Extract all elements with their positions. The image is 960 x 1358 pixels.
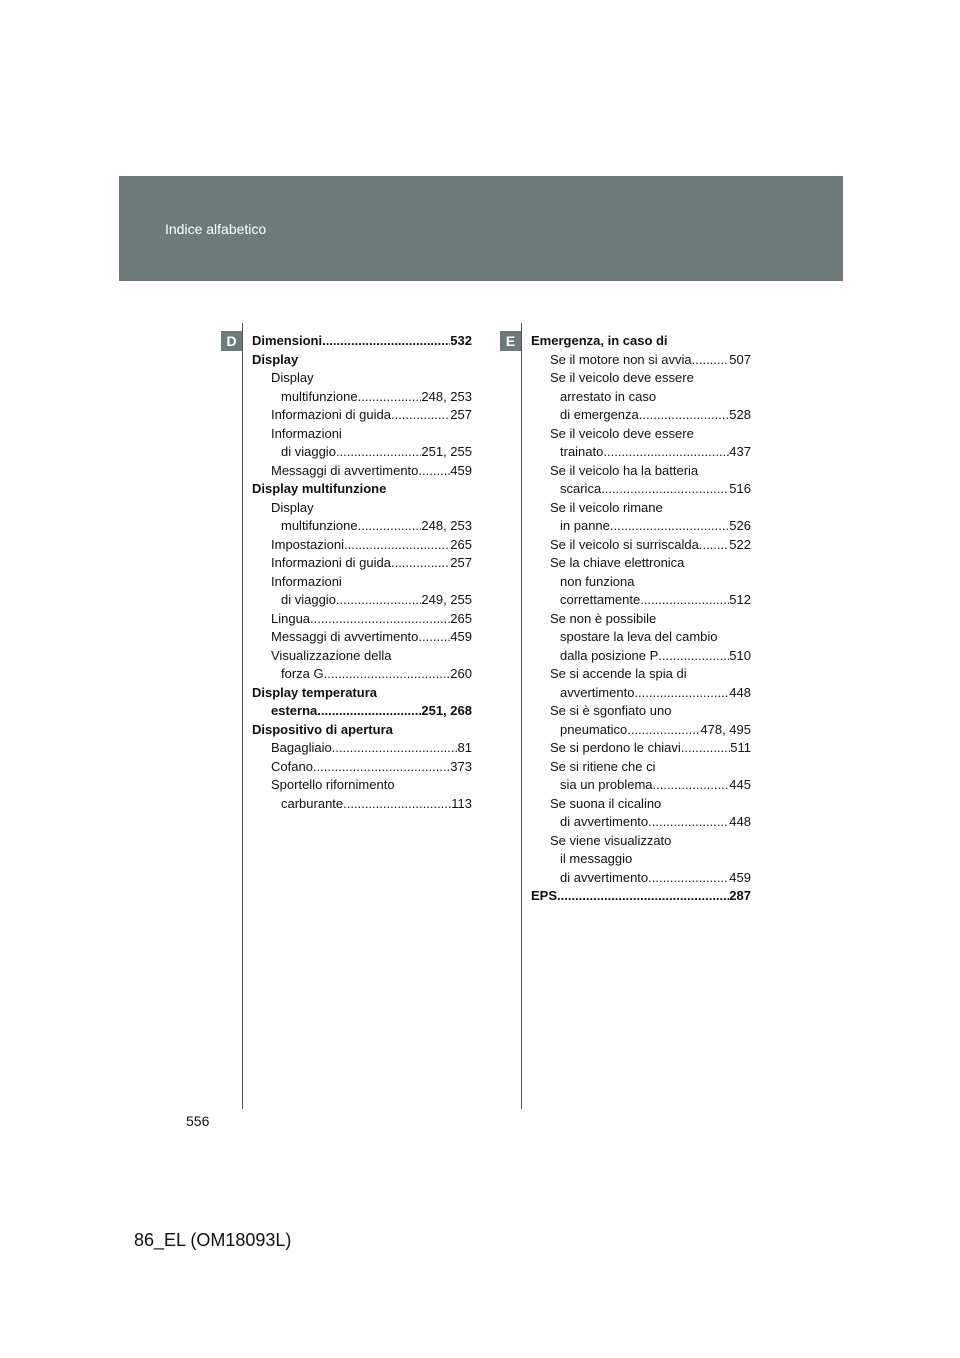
index-entry-page: 528	[729, 407, 751, 422]
page-number: 556	[186, 1113, 210, 1129]
index-entry-text: arrestato in caso	[560, 388, 657, 404]
index-entry	[531, 758, 751, 777]
section-letter-tab-e: E	[500, 331, 521, 351]
index-entry	[531, 351, 751, 370]
dot-leader	[681, 739, 730, 758]
index-entry-text: forza G	[281, 666, 324, 681]
index-entry	[531, 573, 751, 592]
index-entry-page: 510	[729, 647, 751, 663]
index-entry-page: 459	[729, 869, 751, 885]
index-entry	[252, 610, 472, 629]
index-entry-text: Se la chiave elettronica	[550, 555, 685, 570]
index-entry	[531, 610, 751, 629]
index-entry-text: Se suona il cicalino	[550, 795, 662, 811]
dot-leader	[640, 591, 729, 610]
column-divider-left	[242, 323, 243, 1109]
index-entry-text: Display temperatura	[252, 684, 377, 700]
index-entry	[531, 813, 751, 832]
index-entry-text: Se si perdono le chiavi	[550, 740, 681, 755]
index-entry	[531, 462, 751, 481]
dot-leader	[418, 628, 450, 647]
index-entry-page: 437	[729, 444, 751, 459]
index-entry-text: Se il veicolo deve essere	[550, 370, 694, 385]
dot-leader	[310, 610, 450, 629]
dot-leader	[634, 684, 729, 703]
dot-leader	[324, 665, 451, 684]
index-entry	[531, 536, 751, 555]
index-entry-page: 249, 255	[421, 592, 472, 607]
dot-leader	[343, 795, 451, 814]
chapter-title: Indice alfabetico	[165, 221, 267, 237]
dot-leader	[391, 406, 450, 425]
index-entry	[531, 388, 751, 407]
index-entry-text: Se si ritiene che ci	[550, 758, 656, 774]
index-entry-text: Display	[252, 351, 299, 367]
dot-leader	[358, 517, 422, 536]
index-entry-text: multifunzione	[281, 518, 358, 533]
index-entry-page: 265	[450, 536, 472, 552]
index-entry	[252, 702, 472, 721]
index-entry-text: Se il veicolo si surriscalda	[550, 536, 699, 552]
index-entry	[252, 721, 472, 740]
index-entry-text: Emergenza, in caso di	[531, 333, 668, 348]
index-entry	[252, 573, 472, 592]
index-entry-page: 445	[729, 777, 751, 792]
dot-leader	[658, 647, 729, 666]
index-entry-text: Se il motore non si avvia	[550, 351, 692, 367]
index-entry	[531, 739, 751, 758]
index-entry-page: 260	[450, 666, 472, 681]
index-entry	[252, 758, 472, 777]
index-column-d	[252, 332, 472, 813]
index-entry-page: 81	[457, 740, 472, 755]
index-entry-text: Display	[271, 499, 314, 515]
index-entry	[531, 684, 751, 703]
index-entry	[252, 536, 472, 555]
index-entry-page: 507	[729, 351, 751, 367]
index-entry-text: spostare la leva del cambio	[560, 629, 718, 644]
index-entry-text: pneumatico	[560, 721, 628, 737]
index-entry-text: sia un problema	[560, 777, 653, 792]
index-entry-text: il messaggio	[560, 851, 633, 866]
index-entry	[252, 332, 472, 351]
index-entry	[531, 869, 751, 888]
index-entry-text: Messaggi di avvertimento	[271, 629, 419, 644]
document-code: 86_EL (OM18093L)	[134, 1230, 292, 1250]
index-entry-page: 373	[450, 758, 472, 774]
index-entry-page: 532	[450, 333, 472, 348]
index-entry-text: Display multifunzione	[252, 481, 387, 496]
dot-leader	[699, 536, 729, 555]
index-column-e	[531, 332, 751, 906]
index-entry-text: non funziona	[560, 573, 635, 589]
dot-leader	[603, 443, 729, 462]
index-entry-text: di viaggio	[281, 592, 336, 607]
index-entry-page: 251, 255	[421, 444, 472, 459]
index-entry-text: multifunzione	[281, 388, 358, 404]
index-entry	[531, 665, 751, 684]
index-entry-text: Se il veicolo deve essere	[550, 425, 694, 441]
index-entry	[531, 591, 751, 610]
index-entry-text: EPS	[531, 888, 558, 903]
index-entry-text: carburante	[281, 795, 344, 811]
dot-leader	[627, 721, 700, 740]
index-entry-page: 516	[729, 481, 751, 496]
index-entry-text: avvertimento	[560, 684, 635, 700]
index-entry	[531, 517, 751, 536]
index-entry	[252, 406, 472, 425]
index-entry-page: 522	[729, 536, 751, 552]
index-entry-text: Informazioni	[271, 573, 342, 589]
index-entry-page: 287	[729, 888, 751, 903]
index-entry-text: Impostazioni	[271, 536, 344, 552]
index-entry-text: Se si accende la spia di	[550, 666, 687, 681]
index-entry-page: 113	[451, 795, 472, 811]
index-entry	[252, 499, 472, 518]
dot-leader	[557, 887, 729, 906]
index-entry	[531, 480, 751, 499]
index-entry-page: 257	[450, 407, 472, 422]
index-entry	[252, 554, 472, 573]
index-entry	[531, 554, 751, 573]
index-entry	[252, 425, 472, 444]
index-entry	[252, 628, 472, 647]
dot-leader	[313, 758, 450, 777]
dot-leader	[418, 462, 450, 481]
index-entry	[252, 795, 472, 814]
index-entry-text: Visualizzazione della	[271, 647, 392, 663]
index-entry	[252, 462, 472, 481]
dot-leader	[332, 739, 458, 758]
index-entry	[252, 647, 472, 666]
index-entry	[531, 795, 751, 814]
dot-leader	[336, 591, 421, 610]
index-entry-page: 251, 268	[421, 703, 472, 718]
index-entry-text: Se il veicolo ha la batteria	[550, 462, 699, 478]
index-entry-text: Cofano	[271, 758, 313, 774]
index-entry-text: correttamente	[560, 592, 641, 607]
index-entry-page: 459	[450, 629, 472, 644]
index-entry-page: 265	[450, 610, 472, 626]
index-entry	[252, 443, 472, 462]
index-entry	[252, 665, 472, 684]
index-entry-page: 248, 253	[421, 518, 472, 533]
index-entry	[252, 388, 472, 407]
index-entry	[252, 517, 472, 536]
index-entry	[531, 887, 751, 906]
index-entry-text: Dimensioni	[252, 333, 323, 348]
index-entry-text: di viaggio	[281, 444, 336, 459]
index-entry	[252, 480, 472, 499]
index-entry-page: 459	[450, 462, 472, 478]
dot-leader	[648, 813, 729, 832]
index-entry-text: di avvertimento	[560, 869, 649, 885]
index-entry-text: in panne	[560, 518, 610, 533]
index-entry	[252, 351, 472, 370]
index-entry	[531, 702, 751, 721]
index-entry	[531, 647, 751, 666]
index-entry	[531, 776, 751, 795]
dot-leader	[322, 332, 450, 351]
dot-leader	[648, 869, 729, 888]
column-divider-middle	[521, 323, 522, 1109]
dot-leader	[610, 517, 729, 536]
index-entry-text: Se non è possibile	[550, 610, 657, 626]
dot-leader	[344, 536, 450, 555]
index-entry-text: trainato	[560, 444, 604, 459]
index-entry-text: di avvertimento	[560, 814, 649, 829]
index-entry-text: Display	[271, 370, 314, 385]
index-entry	[252, 684, 472, 703]
index-entry	[252, 776, 472, 795]
dot-leader	[336, 443, 421, 462]
index-entry-page: 448	[729, 814, 751, 829]
index-entry	[252, 591, 472, 610]
index-entry-page: 448	[729, 684, 751, 700]
index-entry	[531, 499, 751, 518]
index-entry-page: 248, 253	[421, 388, 472, 404]
index-entry-page: 511	[730, 740, 751, 755]
section-letter-tab-d: D	[221, 331, 242, 351]
dot-leader	[391, 554, 450, 573]
index-entry-page: 512	[729, 592, 751, 607]
chapter-header-band	[119, 176, 843, 281]
index-entry-text: Se viene visualizzato	[550, 832, 672, 848]
dot-leader	[639, 406, 730, 425]
index-entry	[252, 739, 472, 758]
index-entry-text: scarica	[560, 481, 602, 496]
index-entry	[531, 443, 751, 462]
index-entry-text: di emergenza	[560, 407, 639, 422]
index-entry-text: Informazioni di guida	[271, 407, 391, 422]
dot-leader	[692, 351, 730, 370]
index-entry-page: 526	[729, 518, 751, 533]
index-entry-text: Informazioni di guida	[271, 555, 391, 570]
index-entry	[531, 850, 751, 869]
index-entry-page: 257	[450, 555, 472, 570]
dot-leader	[317, 702, 421, 721]
index-entry	[531, 369, 751, 388]
dot-leader	[358, 388, 422, 407]
index-entry-text: Informazioni	[271, 425, 342, 441]
index-entry-page: 478, 495	[700, 721, 751, 737]
index-entry	[252, 369, 472, 388]
index-entry-text: Bagagliaio	[271, 740, 332, 755]
index-entry	[531, 425, 751, 444]
index-entry-text: Se si è sgonfiato uno	[550, 703, 672, 718]
dot-leader	[653, 776, 730, 795]
index-entry	[531, 406, 751, 425]
index-entry	[531, 721, 751, 740]
index-entry-text: Messaggi di avvertimento	[271, 462, 419, 478]
index-entry-text: esterna	[271, 703, 318, 718]
index-entry	[531, 332, 751, 351]
index-entry	[531, 832, 751, 851]
index-entry-text: Dispositivo di apertura	[252, 721, 393, 737]
index-entry-text: Lingua	[271, 610, 311, 626]
dot-leader	[601, 480, 729, 499]
index-entry	[531, 628, 751, 647]
index-entry-text: dalla posizione P	[560, 647, 659, 663]
index-entry-text: Sportello rifornimento	[271, 777, 395, 792]
index-entry-text: Se il veicolo rimane	[550, 499, 663, 515]
